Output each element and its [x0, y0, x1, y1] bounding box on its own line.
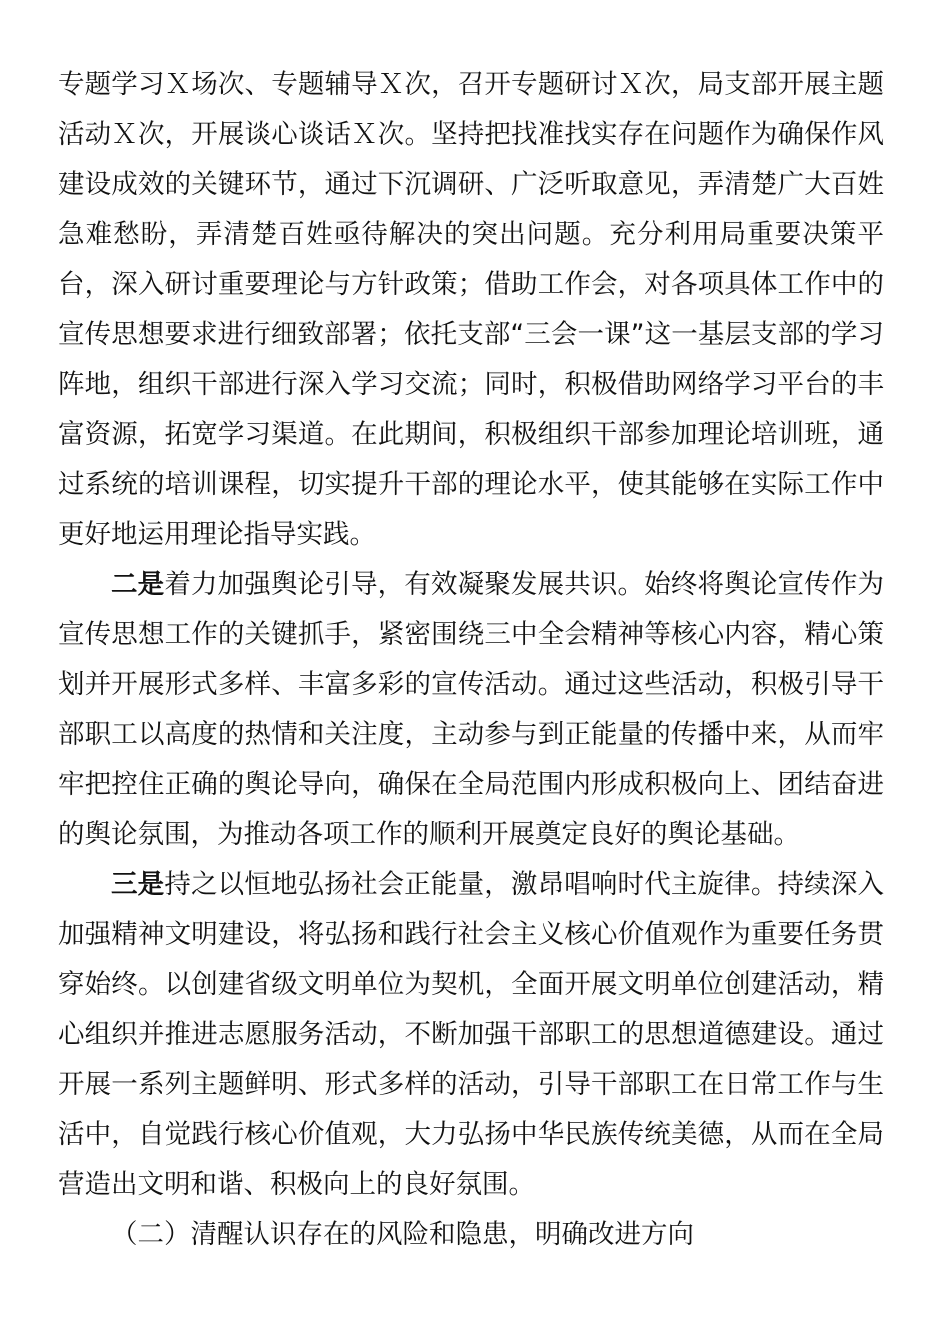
paragraph-lead: 三是 — [111, 869, 165, 900]
paragraph-lead: 二是 — [111, 569, 165, 600]
document-page — [58, 60, 884, 1260]
paragraph-continuation — [58, 60, 884, 560]
paragraph-text: 着力加强舆论引导，有效凝聚发展共识。始终将舆论宣传作为宣传思想工作的关键抓手，紧密围绕三中全会精神等核心内容，精心策划并开展形式多样、丰富多彩的宣传活动。通过这些活动，积极引导干部职工以高度的热情和关注度，主动参与到正能量的传播中来，从而牢牢把控住正确的舆论导向，确保在全局范围内形成积极向上、团结奋进的舆论氛围，为推动各项工作的顺利开展奠定良好的舆论基础。 — [58, 569, 885, 850]
paragraph-point-three — [58, 860, 884, 1210]
section-heading: （二）清醒认识存在的风险和隐患，明确改进方向 — [111, 1219, 694, 1250]
paragraph-text: 专题学习Ｘ场次、专题辅导Ｘ次，召开专题研讨Ｘ次，局支部开展主题活动Ｘ次，开展谈心谈话Ｘ次。坚持把找准找实存在问题作为确保作风建设成效的关键环节，通过下沉调研、广泛听取意见，弄清楚广大百姓急难愁盼，弄清楚百姓亟待解决的突出问题。充分利用局重要决策平台，深入研讨重要理论与方针政策；借助工作会，对各项具体工作中的宣传思想要求进行细致部署；依托支部“三会一课”这一基层支部的学习阵地，组织干部进行深入学习交流；同时，积极借助网络学习平台的丰富资源，拓宽学习渠道。在此期间，积极组织干部参加理论培训班，通过系统的培训课程，切实提升干部的理论水平，使其能够在实际工作中更好地运用理论指导实践。 — [58, 69, 884, 550]
paragraph-text: 持之以恒地弘扬社会正能量，激昂唱响时代主旋律。持续深入加强精神文明建设，将弘扬和践行社会主义核心价值观作为重要任务贯穿始终。以创建省级文明单位为契机，全面开展文明单位创建活动，精心组织并推进志愿服务活动，不断加强干部职工的思想道德建设。通过开展一系列主题鲜明、形式多样的活动，引导干部职工在日常工作与生活中，自觉践行核心价值观，大力弘扬中华民族传统美德，从而在全局营造出文明和谐、积极向上的良好氛围。 — [58, 869, 885, 1200]
paragraph-point-two — [58, 560, 884, 860]
